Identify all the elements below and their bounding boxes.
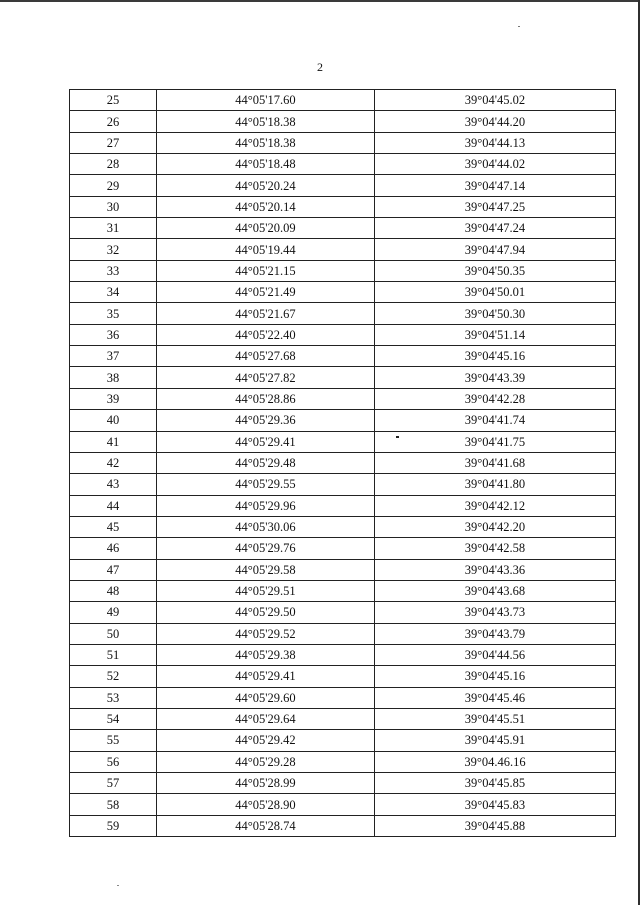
- longitude-cell: 39°04'50.01: [375, 282, 616, 303]
- latitude-cell: 44°05'18.48: [157, 154, 375, 175]
- latitude-cell: 44°05'28.86: [157, 388, 375, 409]
- table-row: [70, 154, 616, 175]
- table-row: [70, 730, 616, 751]
- latitude-cell: 44°05'29.50: [157, 602, 375, 623]
- point-number-cell: 28: [70, 154, 157, 175]
- table-row: [70, 367, 616, 388]
- point-number-cell: 59: [70, 815, 157, 836]
- latitude-cell: 44°05'21.67: [157, 303, 375, 324]
- longitude-cell: 39°04'51.14: [375, 324, 616, 345]
- longitude-cell: 39°04'42.20: [375, 516, 616, 537]
- point-number-cell: 36: [70, 324, 157, 345]
- longitude-cell: 39°04'44.02: [375, 154, 616, 175]
- scan-speck: [117, 885, 119, 886]
- longitude-cell: 39°04'45.02: [375, 90, 616, 111]
- latitude-cell: 44°05'19.44: [157, 239, 375, 260]
- latitude-cell: 44°05'28.99: [157, 773, 375, 794]
- point-number-cell: 27: [70, 132, 157, 153]
- coordinates-table-body: [70, 90, 616, 837]
- point-number-cell: 38: [70, 367, 157, 388]
- table-row: [70, 90, 616, 111]
- point-number-cell: 35: [70, 303, 157, 324]
- latitude-cell: 44°05'29.60: [157, 687, 375, 708]
- latitude-cell: 44°05'29.42: [157, 730, 375, 751]
- table-row: [70, 218, 616, 239]
- point-number-cell: 42: [70, 452, 157, 473]
- longitude-cell: 39°04'45.88: [375, 815, 616, 836]
- table-row: [70, 239, 616, 260]
- longitude-cell: 39°04'50.35: [375, 260, 616, 281]
- latitude-cell: 44°05'29.28: [157, 751, 375, 772]
- latitude-cell: 44°05'28.74: [157, 815, 375, 836]
- point-number-cell: 52: [70, 666, 157, 687]
- table-row: [70, 431, 616, 452]
- longitude-cell: 39°04'41.74: [375, 410, 616, 431]
- table-row: [70, 773, 616, 794]
- longitude-cell: 39°04'45.85: [375, 773, 616, 794]
- point-number-cell: 46: [70, 538, 157, 559]
- latitude-cell: 44°05'18.38: [157, 111, 375, 132]
- table-row: [70, 324, 616, 345]
- point-number-cell: 53: [70, 687, 157, 708]
- point-number-cell: 40: [70, 410, 157, 431]
- point-number-cell: 48: [70, 580, 157, 601]
- point-number-cell: 55: [70, 730, 157, 751]
- longitude-cell: 39°04'45.91: [375, 730, 616, 751]
- point-number-cell: 58: [70, 794, 157, 815]
- longitude-cell: 39°04'41.75: [375, 431, 616, 452]
- longitude-cell: 39°04'45.16: [375, 666, 616, 687]
- longitude-cell: 39°04'41.80: [375, 474, 616, 495]
- latitude-cell: 44°05'28.90: [157, 794, 375, 815]
- table-row: [70, 111, 616, 132]
- latitude-cell: 44°05'29.51: [157, 580, 375, 601]
- coordinates-table: [69, 89, 616, 837]
- table-row: [70, 602, 616, 623]
- latitude-cell: 44°05'21.49: [157, 282, 375, 303]
- point-number-cell: 29: [70, 175, 157, 196]
- latitude-cell: 44°05'29.52: [157, 623, 375, 644]
- point-number-cell: 33: [70, 260, 157, 281]
- longitude-cell: 39°04'44.20: [375, 111, 616, 132]
- point-number-cell: 32: [70, 239, 157, 260]
- table-row: [70, 708, 616, 729]
- point-number-cell: 57: [70, 773, 157, 794]
- point-number-cell: 39: [70, 388, 157, 409]
- table-row: [70, 580, 616, 601]
- point-number-cell: 41: [70, 431, 157, 452]
- longitude-cell: 39°04'44.13: [375, 132, 616, 153]
- point-number-cell: 45: [70, 516, 157, 537]
- table-row: [70, 623, 616, 644]
- longitude-cell: 39°04'45.51: [375, 708, 616, 729]
- longitude-cell: 39°04'47.14: [375, 175, 616, 196]
- table-row: [70, 666, 616, 687]
- longitude-cell: 39°04'43.36: [375, 559, 616, 580]
- latitude-cell: 44°05'30.06: [157, 516, 375, 537]
- table-row: [70, 303, 616, 324]
- longitude-cell: 39°04'45.16: [375, 346, 616, 367]
- point-number-cell: 31: [70, 218, 157, 239]
- table-row: [70, 132, 616, 153]
- point-number-cell: 26: [70, 111, 157, 132]
- table-row: [70, 452, 616, 473]
- latitude-cell: 44°05'29.41: [157, 431, 375, 452]
- longitude-cell: 39°04'41.68: [375, 452, 616, 473]
- table-row: [70, 559, 616, 580]
- point-number-cell: 37: [70, 346, 157, 367]
- table-row: [70, 516, 616, 537]
- table-row: [70, 687, 616, 708]
- scan-speck: [396, 436, 399, 438]
- point-number-cell: 51: [70, 644, 157, 665]
- point-number-cell: 47: [70, 559, 157, 580]
- longitude-cell: 39°04'47.25: [375, 196, 616, 217]
- latitude-cell: 44°05'18.38: [157, 132, 375, 153]
- latitude-cell: 44°05'20.24: [157, 175, 375, 196]
- latitude-cell: 44°05'29.96: [157, 495, 375, 516]
- scan-edge-top: [0, 0, 640, 2]
- longitude-cell: 39°04'47.24: [375, 218, 616, 239]
- point-number-cell: 43: [70, 474, 157, 495]
- point-number-cell: 25: [70, 90, 157, 111]
- longitude-cell: 39°04'43.68: [375, 580, 616, 601]
- latitude-cell: 44°05'29.64: [157, 708, 375, 729]
- latitude-cell: 44°05'29.55: [157, 474, 375, 495]
- latitude-cell: 44°05'29.76: [157, 538, 375, 559]
- latitude-cell: 44°05'29.58: [157, 559, 375, 580]
- table-row: [70, 538, 616, 559]
- scan-speck: [518, 26, 520, 27]
- point-number-cell: 56: [70, 751, 157, 772]
- longitude-cell: 39°04'43.39: [375, 367, 616, 388]
- longitude-cell: 39°04'43.79: [375, 623, 616, 644]
- table-row: [70, 644, 616, 665]
- latitude-cell: 44°05'29.36: [157, 410, 375, 431]
- latitude-cell: 44°05'29.38: [157, 644, 375, 665]
- latitude-cell: 44°05'27.68: [157, 346, 375, 367]
- longitude-cell: 39°04'50.30: [375, 303, 616, 324]
- longitude-cell: 39°04'44.56: [375, 644, 616, 665]
- table-row: [70, 388, 616, 409]
- latitude-cell: 44°05'29.48: [157, 452, 375, 473]
- point-number-cell: 34: [70, 282, 157, 303]
- point-number-cell: 50: [70, 623, 157, 644]
- table-row: [70, 410, 616, 431]
- table-row: [70, 196, 616, 217]
- longitude-cell: 39°04'42.28: [375, 388, 616, 409]
- table-row: [70, 474, 616, 495]
- longitude-cell: 39°04'43.73: [375, 602, 616, 623]
- longitude-cell: 39°04'42.58: [375, 538, 616, 559]
- page-number: 2: [317, 60, 323, 74]
- longitude-cell: 39°04'47.94: [375, 239, 616, 260]
- latitude-cell: 44°05'22.40: [157, 324, 375, 345]
- table-row: [70, 794, 616, 815]
- point-number-cell: 49: [70, 602, 157, 623]
- longitude-cell: 39°04'42.12: [375, 495, 616, 516]
- latitude-cell: 44°05'17.60: [157, 90, 375, 111]
- longitude-cell: 39°04'45.83: [375, 794, 616, 815]
- point-number-cell: 44: [70, 495, 157, 516]
- table-row: [70, 751, 616, 772]
- latitude-cell: 44°05'20.14: [157, 196, 375, 217]
- latitude-cell: 44°05'29.41: [157, 666, 375, 687]
- latitude-cell: 44°05'20.09: [157, 218, 375, 239]
- table-row: [70, 260, 616, 281]
- latitude-cell: 44°05'21.15: [157, 260, 375, 281]
- point-number-cell: 30: [70, 196, 157, 217]
- point-number-cell: 54: [70, 708, 157, 729]
- table-row: [70, 282, 616, 303]
- table-row: [70, 346, 616, 367]
- table-row: [70, 495, 616, 516]
- longitude-cell: 39°04.46.16: [375, 751, 616, 772]
- latitude-cell: 44°05'27.82: [157, 367, 375, 388]
- table-row: [70, 815, 616, 836]
- longitude-cell: 39°04'45.46: [375, 687, 616, 708]
- table-row: [70, 175, 616, 196]
